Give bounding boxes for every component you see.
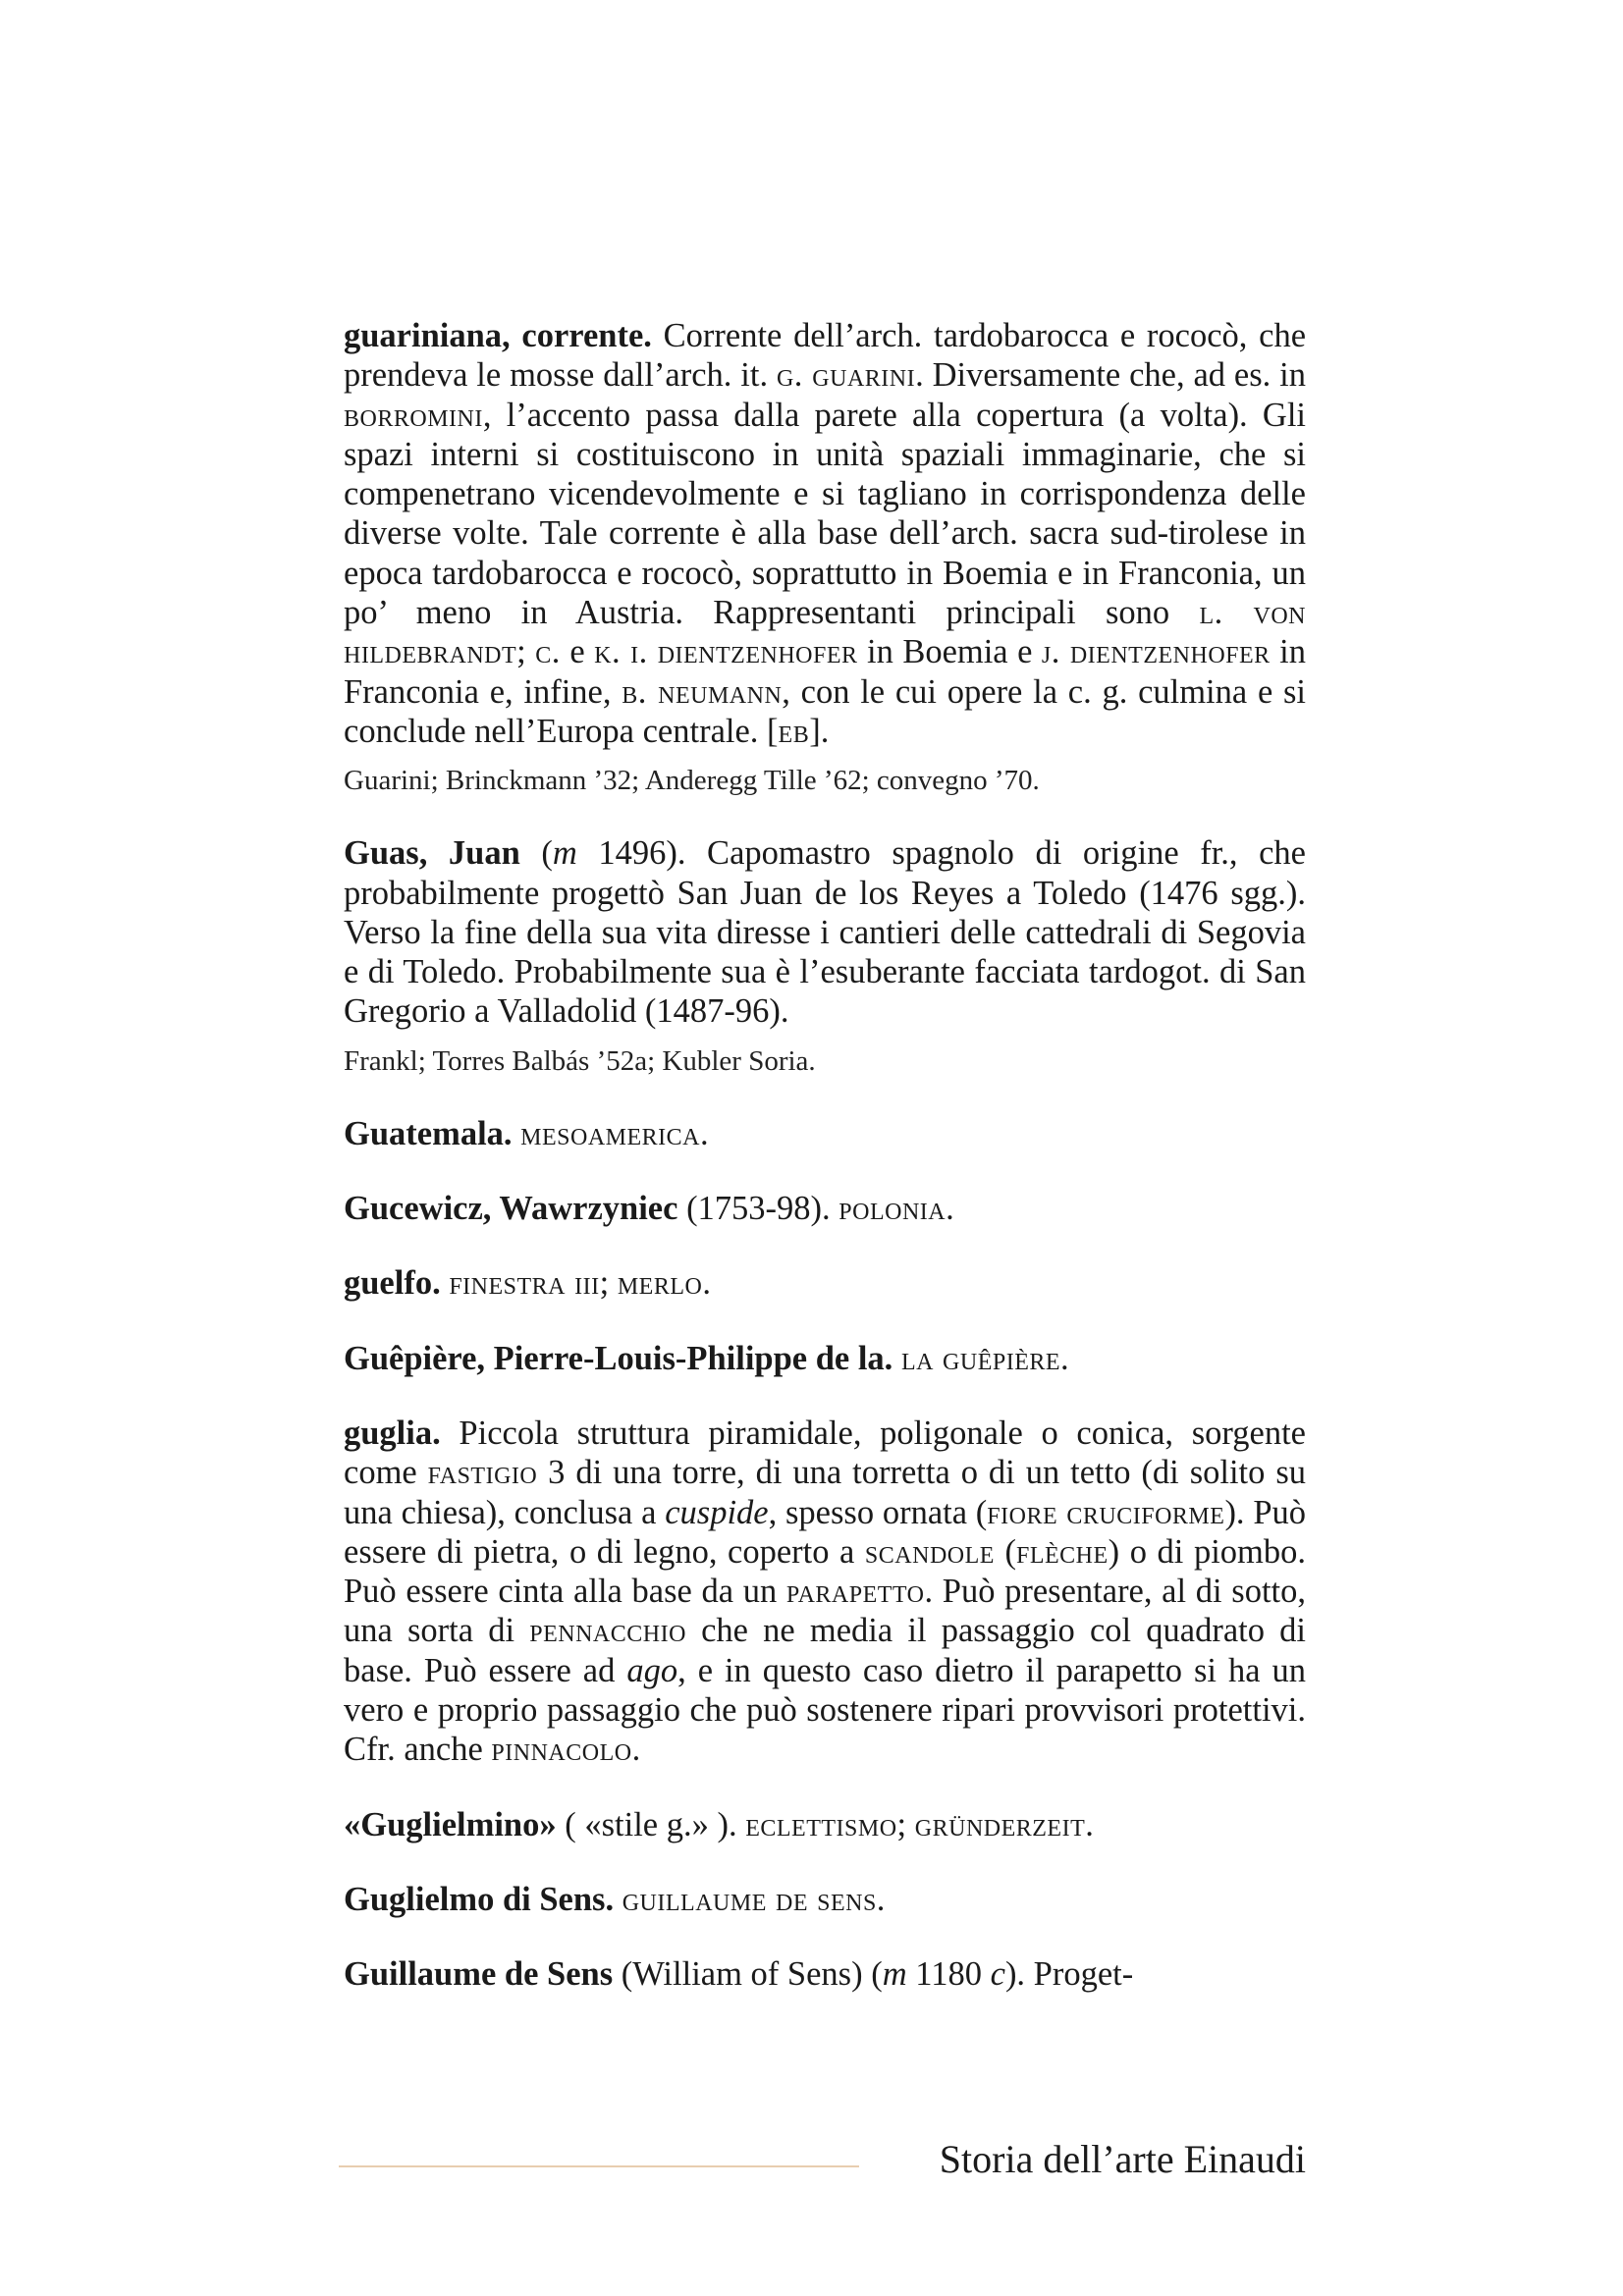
italic-term: cuspide [665, 1493, 769, 1531]
entry-text: , e in questo caso dietro il parapetto si ha un vero e proprio passaggio che può sostenere ripari provvisori protettivi. Cfr. anche [344, 1651, 1306, 1769]
entry-headword: «Guglielmino» [344, 1805, 557, 1843]
entry-headword: Guillaume de Sens [344, 1955, 614, 1994]
footer-rule [339, 2165, 859, 2167]
cross-reference: finestra iii [449, 1264, 600, 1303]
cross-reference: c. [535, 633, 561, 671]
cross-reference: mesoamerica [520, 1114, 701, 1152]
entry-text: . [1085, 1805, 1094, 1843]
cross-reference: parapetto [785, 1573, 925, 1611]
entry-text: in Franconia e, infine, [344, 633, 1306, 711]
entry-headword: guariniana, corrente. [344, 317, 652, 354]
dictionary-entry [344, 1805, 1306, 1844]
entry-text: ]. [809, 712, 830, 750]
cross-reference: borromini [344, 396, 483, 434]
cross-reference: la guêpière [900, 1339, 1061, 1377]
entry-text: , con le cui opere la c. g. culmina e si conclude nell’Europa centrale. [ [344, 672, 1307, 750]
dictionary-entry [344, 1339, 1306, 1378]
entry-text: 1180 [906, 1955, 991, 1994]
cross-reference: eclettismo [745, 1805, 897, 1843]
cross-reference: fiore cruciforme [987, 1493, 1225, 1531]
dictionary-entry [344, 833, 1306, 1031]
cross-reference: pennacchio [529, 1612, 686, 1650]
cross-reference: g. guarini [776, 356, 916, 395]
entry-text: . Può presentare, al di sotto, una sorta di [344, 1573, 1306, 1650]
entry-text: . [702, 1264, 711, 1303]
entry-text: . [1060, 1339, 1069, 1377]
cross-reference: guillaume de sens [622, 1880, 877, 1918]
cross-reference: merlo [617, 1264, 703, 1303]
entry-text: . Diversamente che, ad es. in [915, 356, 1306, 395]
entry-text: 3 di una torre, di una torretta o di un tetto (di solito su una chiesa), conclusa a [344, 1454, 1306, 1531]
dictionary-entry [344, 1954, 1306, 1994]
entry-text: (William of Sens) ( [613, 1955, 883, 1994]
cross-reference: l. von hildebrandt [344, 594, 1306, 671]
entry-headword: Gucewicz, Wawrzyniec [344, 1190, 678, 1228]
entry-text [614, 1881, 622, 1918]
entry-headword: Guatemala. [344, 1114, 513, 1152]
cross-reference: polonia [839, 1190, 947, 1228]
entry-bibliography: Guarini; Brinckmann ’32; Anderegg Tille ’62; convegno ’70. [344, 765, 1040, 797]
entry-headword: Guêpière, Pierre-Louis-Philippe de la. [344, 1339, 893, 1377]
entry-text: ). Può essere di pietra, o di legno, coperto a [344, 1493, 1307, 1571]
dictionary-entry [344, 1414, 1306, 1770]
entry-text: , l’accento passa dalla parete alla copertura (a volta). Gli spazi interni si costituiscono in unità spaziali immaginarie, che si compenetrano vicendevolmente e si tagliano in corrispondenza delle diverse volte. Tale corrente è alla base dell’arch. sacra sud-tirolese in epoca tardobarocca e rococò, soprattutto in Boemia e in Franconia, un po’ meno in Austria. Rappresentanti principali sono [344, 396, 1306, 632]
page-footer [339, 2132, 1306, 2191]
entry-text: ; [599, 1264, 618, 1303]
entry-text: in Boemia e [857, 633, 1042, 671]
footer-title: Storia dell’arte Einaudi [939, 2137, 1306, 2181]
entry-headword: guglia. [344, 1414, 441, 1452]
entry-text: (1753-98). [677, 1190, 839, 1228]
entry-text: Corrente dell’arch. tardobarocca e rococò, che prendeva le mosse dall’arch. it. [344, 317, 1307, 395]
dictionary-entry [344, 1263, 1306, 1303]
cross-reference: scandole [864, 1532, 995, 1571]
dictionary-page [344, 316, 1306, 2030]
cross-reference: j. dientzenhofer [1041, 633, 1271, 671]
entry-text: ; [516, 633, 536, 671]
entry-text: ) o di piombo. Può essere cinta alla base da un [344, 1532, 1306, 1611]
entry-headword: Guglielmo di Sens. [344, 1880, 615, 1918]
entry-text: ). Proget- [1004, 1955, 1134, 1994]
italic-term: m [882, 1955, 907, 1994]
entry-text: . [631, 1731, 641, 1769]
entry-text: e [560, 633, 595, 671]
italic-term: m [552, 834, 577, 873]
entry-text: ( «stile g.» ). [556, 1805, 746, 1843]
cross-reference: b. neumann [622, 672, 783, 711]
entry-text: , spesso ornata ( [768, 1493, 988, 1531]
entry-text: ( [519, 834, 553, 873]
entry-text: che ne media il passaggio col quadrato di base. Può essere ad [344, 1612, 1306, 1689]
entry-text: Piccola struttura piramidale, poligonale o conica, sorgente come [344, 1414, 1306, 1492]
italic-term: c [990, 1955, 1005, 1994]
cross-reference: fastigio [427, 1454, 538, 1492]
entry-text: ( [994, 1532, 1016, 1571]
entry-headword: Guas, Juan [344, 834, 520, 873]
dictionary-entry [344, 1189, 1306, 1228]
cross-reference: k. i. dientzenhofer [594, 633, 858, 671]
entry-text [893, 1340, 901, 1377]
cross-reference: pinnacolo [491, 1731, 632, 1769]
entry-text: 1496). Capomastro spagnolo di origine fr., che probabilmente progettò San Juan de los Reyes a Toledo (1476 sgg.). Verso la fine della sua vita diresse i cantieri delle cattedrali di Segovia e di Toledo. Probabilmente sua è l’esuberante facciata tardogot. di San Gregorio a Valladolid (1487-96). [344, 834, 1306, 1031]
entry-text: . [700, 1114, 709, 1152]
entry-text [513, 1115, 521, 1152]
entry-text: ; [896, 1805, 915, 1843]
dictionary-entry [344, 1114, 1306, 1153]
dictionary-entry [344, 316, 1306, 751]
entry-bibliography: Frankl; Torres Balbás ’52a; Kubler Soria. [344, 1044, 816, 1077]
entry-text: . [876, 1880, 886, 1918]
entry-text: . [946, 1190, 954, 1228]
cross-reference: flèche [1016, 1532, 1109, 1571]
cross-reference: eb [778, 712, 810, 750]
entry-list [344, 316, 1306, 1995]
italic-term: ago [626, 1651, 678, 1689]
entry-headword: guelfo. [344, 1264, 441, 1303]
cross-reference: gründerzeit [914, 1805, 1086, 1843]
dictionary-entry [344, 1880, 1306, 1919]
